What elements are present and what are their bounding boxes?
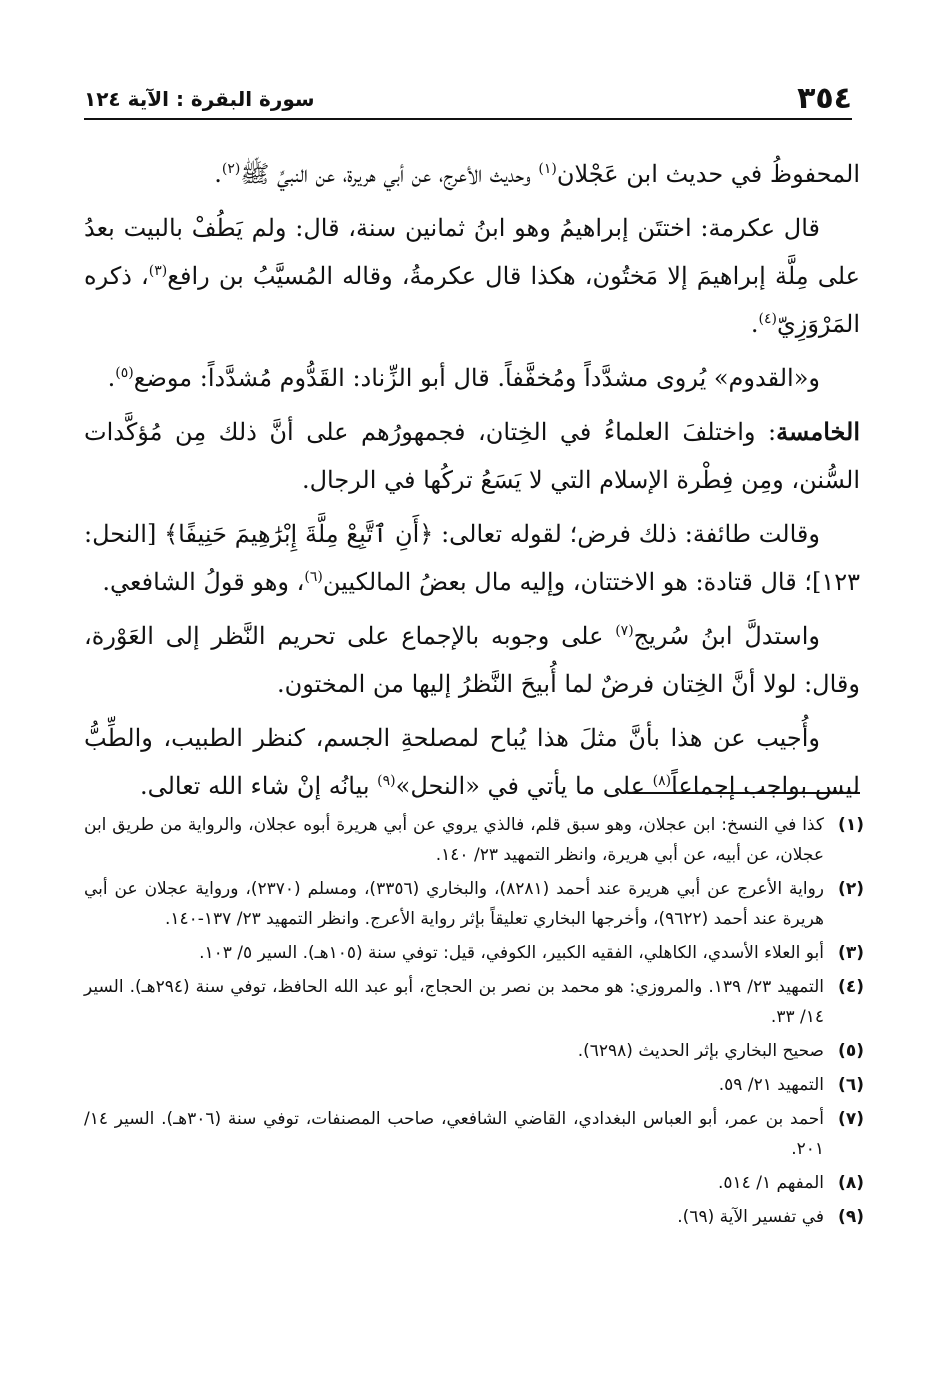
footnote-ref: (٣) [148,263,168,279]
footnote-number: (٢) [838,879,864,899]
footnote-ref: (١) [538,161,557,177]
footnote-number: (٦) [838,1075,864,1095]
footnote-text: صحيح البخاري بإثر الحديث (٦٢٩٨). [577,1041,824,1061]
footnote [84,938,864,968]
paragraph-text: واستدلَّ ابنُ سُريج [633,622,820,650]
footnote-ref: (٢) [221,161,241,177]
footnote-number: (٣) [838,943,864,963]
section-lead: الخامسة [776,417,860,446]
footnote [84,972,864,1032]
footnote-text: في تفسير الآية (٦٩). [677,1207,824,1227]
page-header [84,78,852,120]
footnote-text: رواية الأعرج عن أبي هريرة عند أحمد (٨٢٨١)، والبخاري (٣٣٥٦)، ومسلم (٢٣٧٠)، ورواية عجلان عن أبي هريرة عند أحمد (٩٦٢٢)، وأخرجها البخاري تعليقاً بإثر رواية الأعرج. وانظر التمهيد ٢٣/ ١٣٧-١٤٠. [84,879,824,929]
footnote-ref: (٤) [758,311,777,327]
paragraph-text: . [750,310,759,338]
paragraph-1 [84,150,860,198]
footnote [84,1168,864,1198]
paragraph-text: . [214,160,222,188]
paragraph-7 [84,714,860,810]
footnote-separator [628,792,860,794]
paragraph-text: . [107,364,116,392]
footnote-number: (٥) [838,1041,864,1061]
paragraph-text: قال عكرمة: اختتَن إبراهيمُ وهو ابنُ ثمانين سنة، قال: ولم يَطُفْ بالبيت بعدُ على مِلَّة إبراهيمَ إلا مَختُون، هكذا قال عكرمةُ، وقاله المُسيَّبُ بن رافع [84,214,861,290]
footnote [84,1202,864,1232]
paragraph-text: بيانُه إنْ شاء الله تعالى. [139,772,378,800]
paragraph-text: ، ذكره المَرْوَزِيّ [84,262,860,338]
footnote [84,1104,864,1164]
paragraph-text: على ما يأتي في «النحل» [395,772,653,800]
paragraph-text: و«القدوم» يُروى مشدَّداً ومُخفَّفاً. قال أبو الزِّناد: القَدُّوم مُشدَّداً: موضع [133,364,820,392]
footnote-number: (١) [838,815,864,835]
footnote [84,1036,864,1066]
footnote-text: كذا في النسخ: ابن عجلان، وهو سبق قلم، فالذي يروي عن أبي هريرة أبوه عجلان، والرواية من طريق ابن عجلان، عن أبيه، عن أبي هريرة، وانظر التمهيد ٢٣/ ١٤٠. [84,815,824,865]
footnotes [84,810,864,1236]
paragraph-6 [84,612,860,708]
paragraph-text: وحديث الأعرج، عن أبي هريرة، عن النبيِّ ﷺ [240,160,539,188]
paragraph-text: : واختلفَ العلماءُ في الخِتان، فجمهورُهم على أنَّ ذلك مِن مُؤكَّدات السُّنن، ومِن فِطْرة الإسلام التي لا يَسَعُ تركُها في الرجال. [84,418,860,494]
paragraph-text: المحفوظُ في حديث ابن عَجْلان [556,160,860,188]
page-number: ٣٥٤ [797,81,852,116]
footnote-number: (٧) [838,1109,864,1129]
paragraph-3 [84,354,860,402]
footnote-ref: (٧) [615,623,634,639]
footnote-text: التمهيد ٢١/ ٥٩. [718,1075,824,1095]
paragraph-text: وقالت طائفة: ذلك فرض؛ لقوله تعالى: ﴿أَنِ ٱتَّبِعْ مِلَّةَ إِبْرَٰهِيمَ حَنِيفًا﴾ [النحل: ١٢٣]؛ قال قتادة: هو الاختتان، وإليه مال بعضُ المالكيين [84,520,860,596]
paragraph-text: وأُجيب عن هذا بأنَّ مثلَ هذا يُباح لمصلحةِ الجسم، كنظر الطبيب، والطِّبُّ ليس بواجب إجماعاً [84,724,860,800]
paragraph-4 [84,408,860,504]
footnote [84,1070,864,1100]
footnote-number: (٩) [838,1207,864,1227]
footnote-ref: (٨) [652,773,672,789]
footnote-number: (٨) [838,1173,864,1193]
footnote-text: المفهم ١/ ٥١٤. [718,1173,824,1193]
paragraph-5 [84,510,860,606]
footnote-ref: (٥) [115,365,134,381]
footnote-ref: (٩) [377,773,396,789]
footnote-text: أبو العلاء الأسدي، الكاهلي، الفقيه الكبير، الكوفي، قيل: توفي سنة (١٠٥هـ). السير ٥/ ١٠٣. [199,943,824,963]
paragraph-text: ، وهو قولُ الشافعي. [102,568,305,596]
paragraph-2 [84,204,860,348]
footnote-text: أحمد بن عمر، أبو العباس البغدادي، القاضي الشافعي، صاحب المصنفات، توفي سنة (٣٠٦هـ). السير ١٤/ ٢٠١. [84,1109,825,1159]
footnote-text: التمهيد ٢٣/ ١٣٩. والمروزي: هو محمد بن نصر بن الحجاج، أبو عبد الله الحافظ، توفي سنة (٢٩٤هـ). السير ١٤/ ٣٣. [84,977,825,1027]
footnote [84,810,864,870]
footnote-ref: (٦) [304,569,323,585]
paragraph-text: على وجوبه بالإجماع على تحريم النَّظر إلى العَوْرة، وقال: لولا أنَّ الخِتان فرضٌ لما أُبيحَ النَّظرُ إليها من المختون. [84,622,860,698]
running-title: سورة البقرة : الآية ١٢٤ [84,87,315,111]
main-text [84,150,860,816]
footnote [84,874,864,934]
footnote-number: (٤) [838,977,864,997]
